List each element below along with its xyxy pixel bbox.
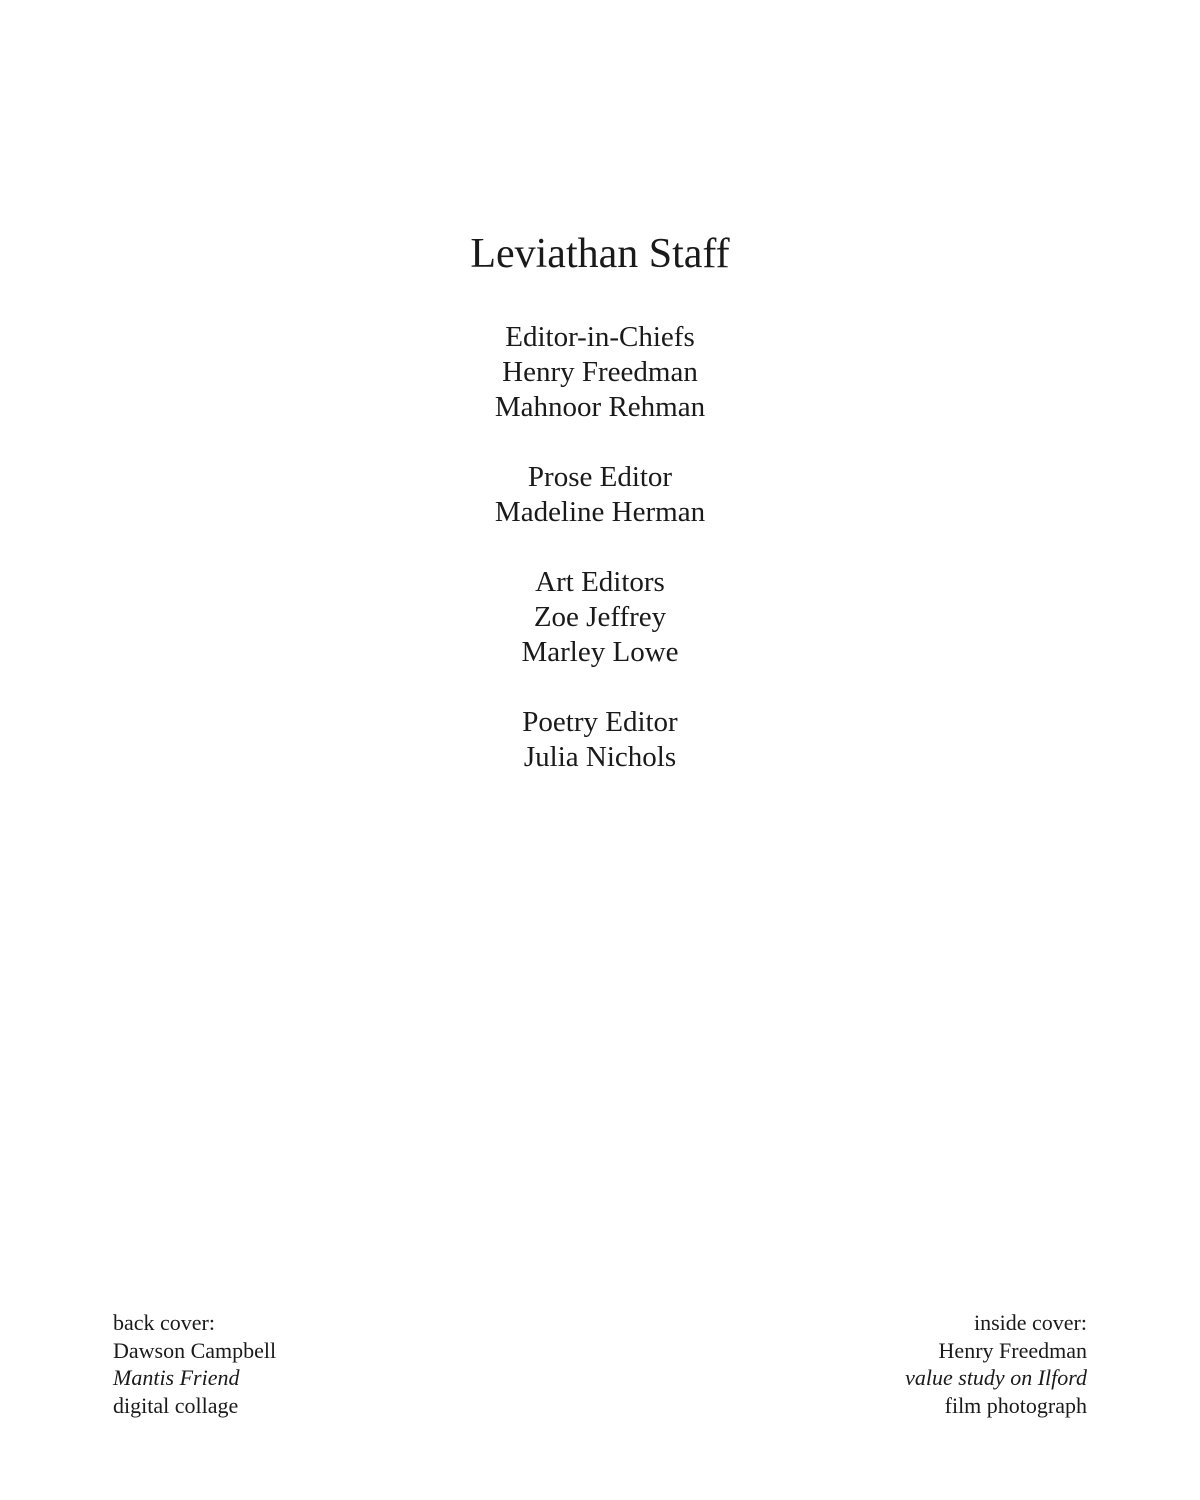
credit-medium: digital collage bbox=[113, 1392, 239, 1418]
staff-role: Poetry Editor bbox=[522, 706, 678, 738]
staff-section-editor-in-chiefs bbox=[0, 320, 1200, 425]
staff-section-art-editors bbox=[0, 565, 1200, 670]
credit-artist: Dawson Campbell bbox=[113, 1337, 277, 1363]
staff-name: Henry Freedman bbox=[502, 356, 698, 388]
staff-role: Prose Editor bbox=[527, 461, 673, 493]
credit-artist: Henry Freedman bbox=[938, 1337, 1087, 1363]
staff-name: Madeline Herman bbox=[494, 496, 706, 528]
staff-role: Art Editors bbox=[535, 566, 665, 598]
credit-label: inside cover: bbox=[973, 1310, 1087, 1335]
page-title: Leviathan Staff bbox=[470, 231, 730, 277]
staff-name: Marley Lowe bbox=[521, 636, 679, 668]
staff-name: Zoe Jeffrey bbox=[533, 601, 667, 633]
credit-label: back cover: bbox=[113, 1310, 215, 1335]
staff-section-poetry-editor bbox=[0, 705, 1200, 775]
staff-name: Mahnoor Rehman bbox=[494, 391, 706, 423]
inside-cover-credit bbox=[905, 1309, 1087, 1419]
credit-work-title: value study on Ilford bbox=[905, 1365, 1087, 1390]
staff-name: Julia Nichols bbox=[523, 741, 677, 773]
credit-medium: film photograph bbox=[944, 1392, 1087, 1418]
credit-work-title: Mantis Friend bbox=[113, 1365, 240, 1390]
staff-list bbox=[0, 320, 1200, 810]
back-cover-credit bbox=[113, 1309, 276, 1419]
staff-role: Editor-in-Chiefs bbox=[505, 321, 695, 353]
staff-section-prose-editor bbox=[0, 460, 1200, 530]
